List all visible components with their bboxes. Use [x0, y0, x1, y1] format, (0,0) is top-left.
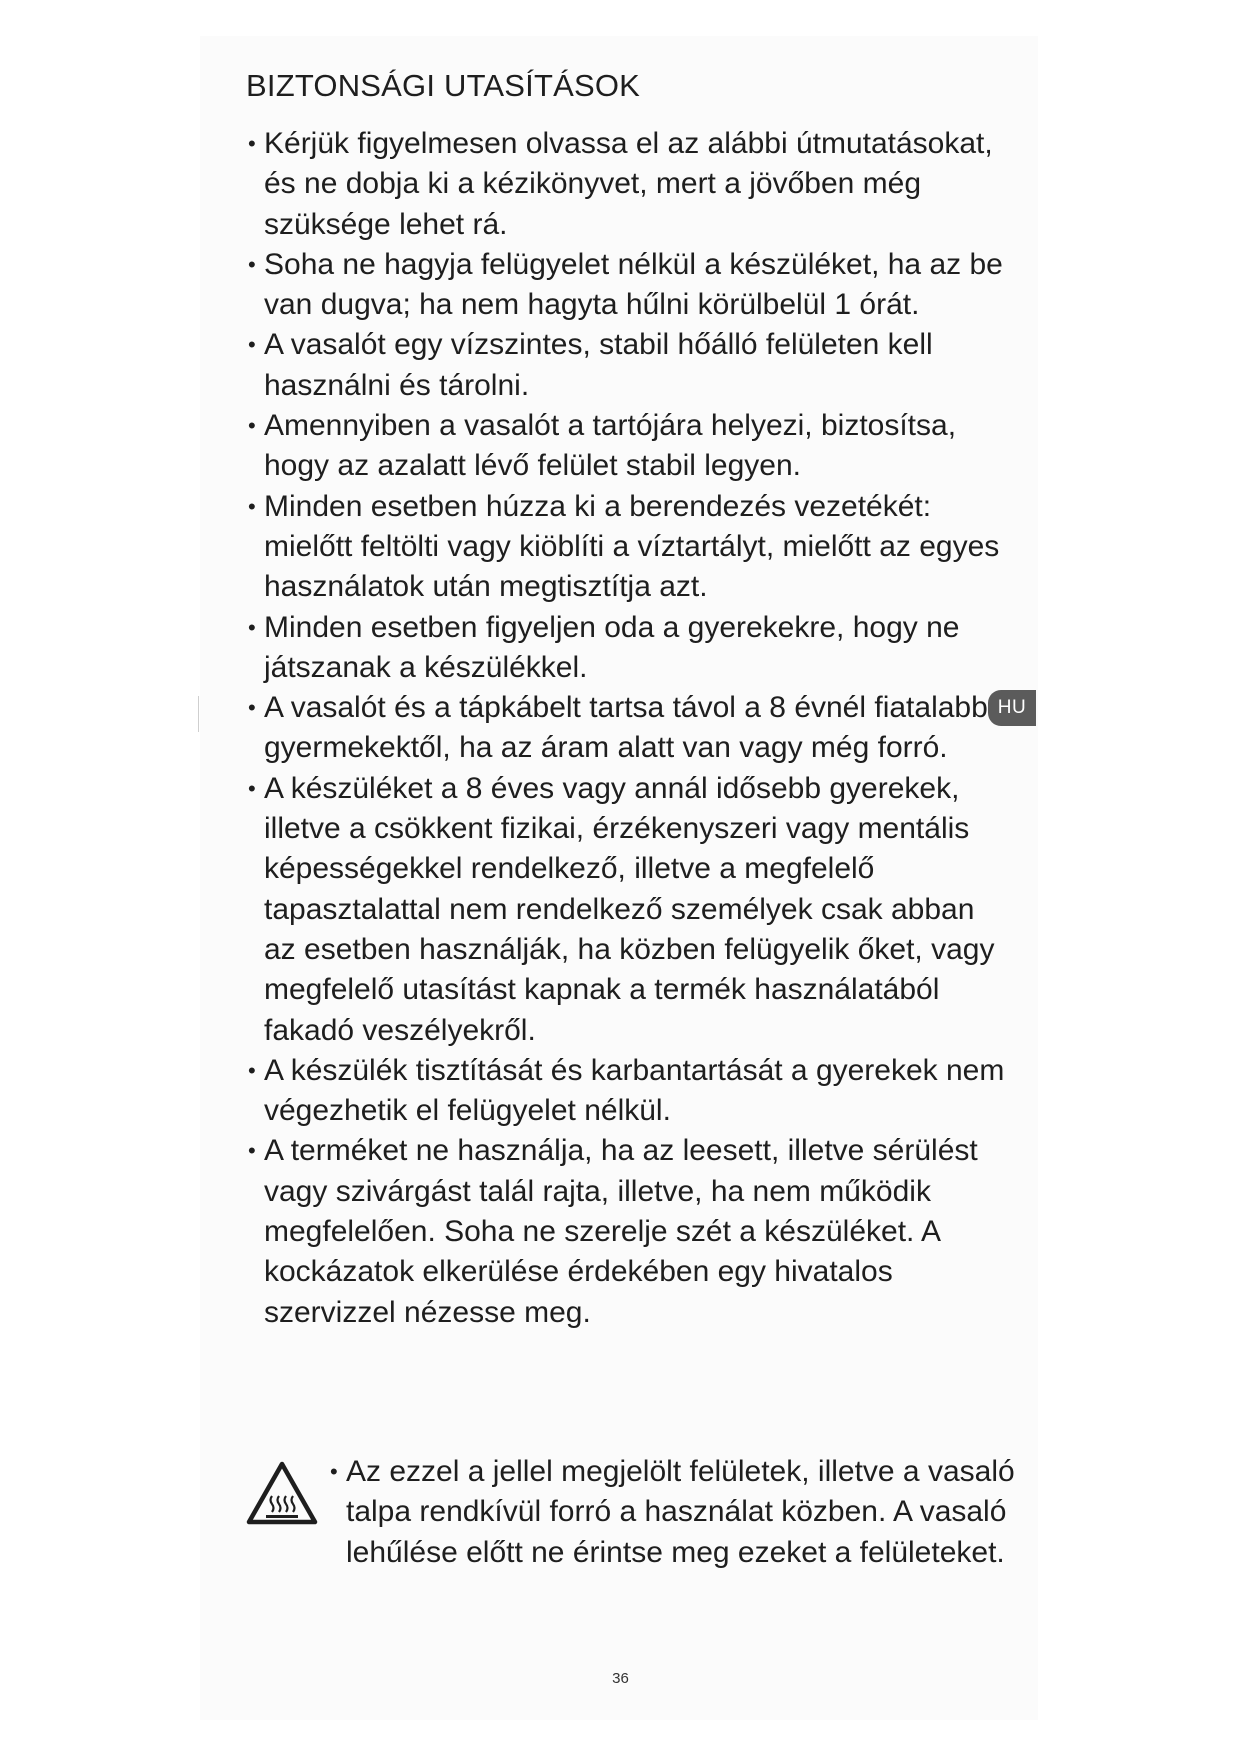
warning-list-item	[330, 1452, 1036, 1573]
bullet-icon: •	[248, 332, 256, 358]
list-item	[248, 688, 1008, 769]
list-item	[248, 1051, 1008, 1132]
safety-instructions-list	[248, 124, 1008, 1333]
list-item	[248, 1131, 1008, 1332]
list-item	[248, 245, 1008, 326]
bullet-icon: •	[248, 1138, 256, 1164]
bullet-icon: •	[248, 1057, 256, 1083]
list-item-text: A vasalót egy vízszintes, stabil hőálló felületen kell használni és tárolni.	[264, 328, 933, 402]
page-edge-divider	[198, 696, 199, 732]
bullet-icon: •	[248, 695, 256, 721]
bullet-icon: •	[248, 614, 256, 640]
bullet-icon: •	[330, 1459, 338, 1484]
list-item-text: A készüléket a 8 éves vagy annál idősebb gyerekek, illetve a csökkent fizikai, érzékenyszeri vagy mentális képességekkel rendelkező, illetve a megfelelő tapasztalattal nem rendelkező személyek csak abban az esetben használják, ha közben felügyelik őket, vagy megfelelő utasítást kapnak a termék használatából fakadó veszélyekről.	[264, 771, 995, 1047]
warning-text: Az ezzel a jellel megjelölt felületek, illetve a vasaló talpa rendkívül forró a használat közben. A vasaló lehűlése előtt ne érintse meg ezeket a felületeket.	[346, 1455, 1015, 1569]
list-item	[248, 124, 1008, 245]
list-item	[248, 608, 1008, 689]
list-item	[248, 406, 1008, 487]
page-number: 36	[612, 1670, 629, 1687]
list-item-text: A készülék tisztítását és karbantartását a gyerekek nem végezhetik el felügyelet nélkül.	[264, 1053, 1005, 1128]
language-tab: HU	[988, 690, 1036, 726]
list-item-text: Minden esetben figyeljen oda a gyerekekre, hogy ne játszanak a készülékkel.	[264, 610, 960, 684]
list-item	[248, 487, 1008, 608]
list-item-text: A vasalót és a tápkábelt tartsa távol a 8 évnél fiatalabb gyermekektől, ha az áram alatt van vagy még forró.	[264, 691, 988, 765]
list-item	[248, 325, 1008, 406]
list-item-text: Amennyiben a vasalót a tartójára helyezi, biztosítsa, hogy az azalatt lévő felület stabil legyen.	[264, 409, 957, 483]
bullet-icon: •	[248, 131, 256, 156]
list-item-text: Minden esetben húzza ki a berendezés vezetékét: mielőtt feltölti vagy kiöblíti a víztartályt, mielőtt az egyes használatok után megtisztítja azt.	[264, 489, 1000, 604]
list-item-text: A terméket ne használja, ha az leesett, illetve sérülést vagy szivárgást talál rajta, illetve, ha nem működik megfelelően. Soha ne szerelje szét a készüléket. A kockázatok elkerülése érdekében egy hivatalos szervizzel nézesse meg.	[264, 1134, 978, 1329]
hot-surface-warning-icon	[246, 1460, 318, 1526]
list-item-text: Soha ne hagyja felügyelet nélkül a készüléket, ha az be van dugva; ha nem hagyta hűlni körülbelül 1 órát.	[264, 247, 1003, 322]
list-item-text: Kérjük figyelmesen olvassa el az alábbi útmutatásokat, és ne dobja ki a kézikönyvet, mert a jövőben még szüksége lehet rá.	[264, 127, 993, 241]
bullet-icon: •	[248, 493, 256, 519]
bullet-icon: •	[248, 775, 256, 801]
section-heading: BIZTONSÁGI UTASÍTÁSOK	[246, 68, 641, 103]
bullet-icon: •	[248, 413, 256, 439]
list-item	[248, 769, 1008, 1051]
bullet-icon: •	[248, 251, 256, 277]
